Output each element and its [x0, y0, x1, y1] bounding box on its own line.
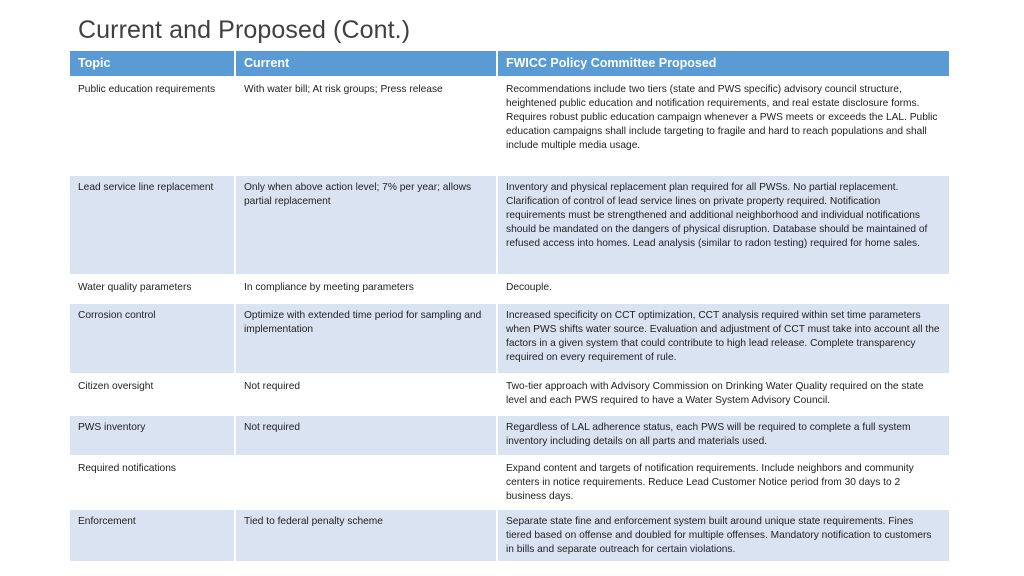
page-title: Current and Proposed (Cont.) [78, 16, 411, 44]
topic-cell: Enforcement [70, 510, 236, 561]
current-cell: With water bill; At risk groups; Press release [236, 78, 498, 174]
topic-cell: Lead service line replacement [70, 176, 236, 274]
topic-cell: Public education requirements [70, 78, 236, 174]
header-topic: Topic [70, 51, 236, 76]
table-header-row [70, 51, 949, 76]
comparison-table [70, 51, 949, 561]
proposed-cell: Separate state fine and enforcement system built around unique state requirements. Fines tiered based on offense and doubled for multiple offenses. Mandatory notification to customers in bills and separate outreach for certain violations. [498, 510, 949, 561]
current-cell: Only when above action level; 7% per year; allows partial replacement [236, 176, 498, 274]
header-current: Current [236, 51, 498, 76]
current-cell: Optimize with extended time period for sampling and implementation [236, 304, 498, 373]
topic-cell: Required notifications [70, 457, 236, 508]
table-row [70, 274, 949, 302]
proposed-cell: Regardless of LAL adherence status, each PWS will be required to complete a full system inventory including details on all parts and materials used. [498, 416, 949, 455]
table-row [70, 414, 949, 455]
proposed-cell: Inventory and physical replacement plan required for all PWSs. No partial replacement. Clarification of control of lead service lines on private property required. Notification requirements must be strengthened and additional neighborhood and individual notifications should be mandated on the dangers of physical disruption. Database should be maintained of refused access into homes. Lead analysis (similar to radon testing) required for home sales. [498, 176, 949, 274]
table-row [70, 373, 949, 414]
current-cell: Tied to federal penalty scheme [236, 510, 498, 561]
current-cell: In compliance by meeting parameters [236, 276, 498, 302]
proposed-cell: Decouple. [498, 276, 949, 302]
table-row [70, 76, 949, 174]
table-row [70, 302, 949, 373]
header-proposed: FWICC Policy Committee Proposed [498, 51, 949, 76]
table-row [70, 508, 949, 561]
current-cell: Not required [236, 416, 498, 455]
topic-cell: Water quality parameters [70, 276, 236, 302]
topic-cell: Corrosion control [70, 304, 236, 373]
current-cell [236, 457, 498, 508]
table-row [70, 455, 949, 508]
topic-cell: PWS inventory [70, 416, 236, 455]
proposed-cell: Recommendations include two tiers (state and PWS specific) advisory council structure, heightened public education and notification requirements, and real estate disclosure forms. Requires robust public education campaign whenever a PWS meets or exceeds the LAL. Public education campaigns shall include targeting to fragile and hard to reach populations and shall include multiple media usage. [498, 78, 949, 174]
current-cell: Not required [236, 375, 498, 414]
table-row [70, 174, 949, 274]
proposed-cell: Increased specificity on CCT optimization, CCT analysis required within set time parameters when PWS shifts water source. Evaluation and adjustment of CCT must take into account all the factors in a given system that could contribute to high lead release. Complete transparency required on every requirement of rule. [498, 304, 949, 373]
topic-cell: Citizen oversight [70, 375, 236, 414]
proposed-cell: Expand content and targets of notification requirements. Include neighbors and community centers in notice requirements. Reduce Lead Customer Notice period from 30 days to 2 business days. [498, 457, 949, 508]
proposed-cell: Two-tier approach with Advisory Commission on Drinking Water Quality required on the state level and each PWS required to have a Water System Advisory Council. [498, 375, 949, 414]
